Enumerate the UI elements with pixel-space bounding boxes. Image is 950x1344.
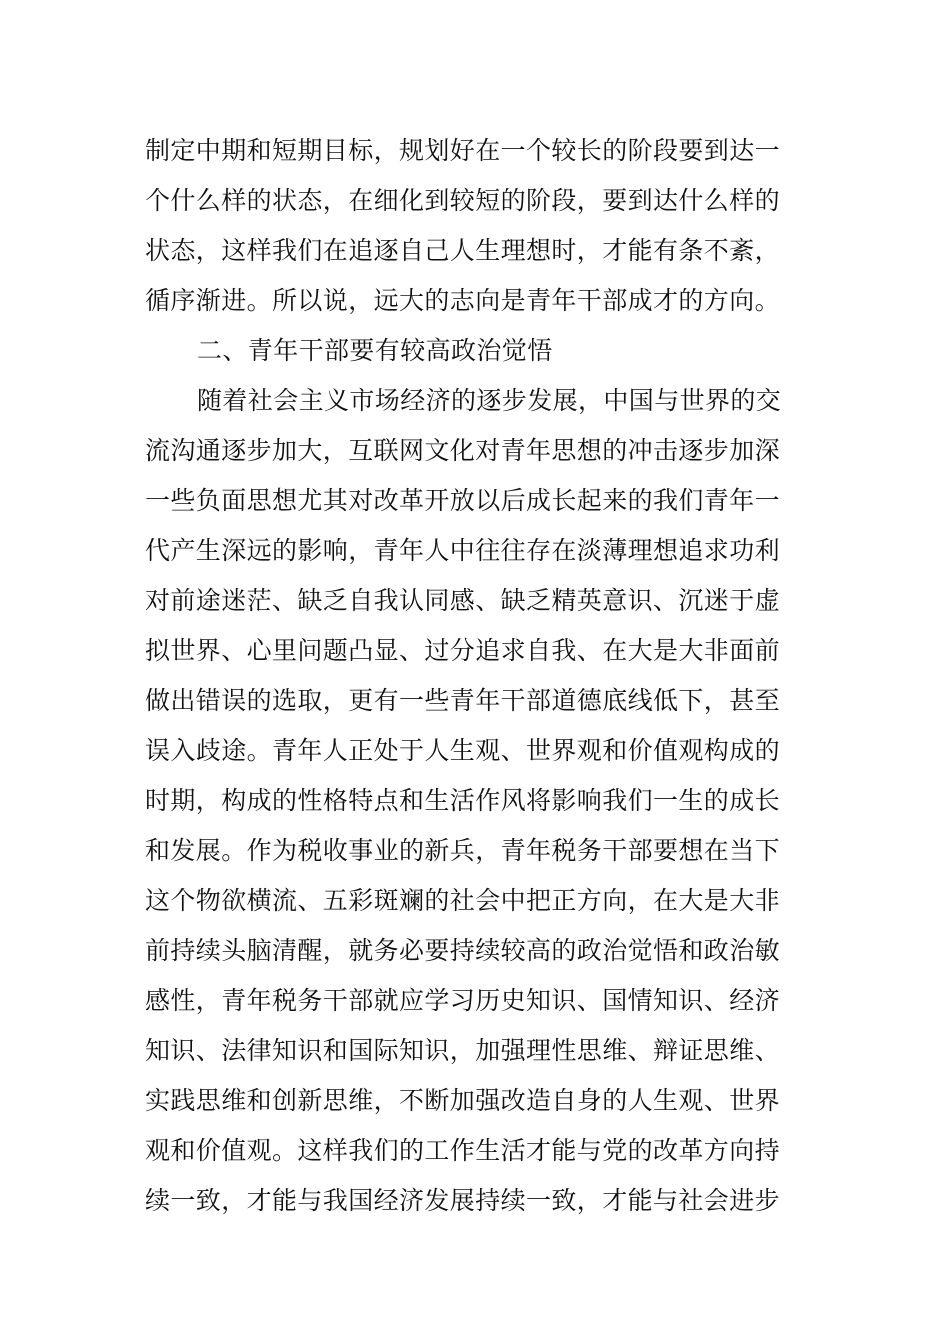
text-line: 观和价值观。这样我们的工作生活才能与党的改革方向持 bbox=[145, 1136, 781, 1165]
text-line: 实践思维和创新思维，不断加强改造自身的人生观、世界 bbox=[145, 1086, 781, 1115]
text-line: 和发展。作为税收事业的新兵，青年税务干部要想在当下 bbox=[145, 836, 781, 865]
text-line: 拟世界、心里问题凸显、过分追求自我、在大是大非面前 bbox=[145, 636, 781, 665]
text-line: 前持续头脑清醒，就务必要持续较高的政治觉悟和政治敏 bbox=[145, 936, 781, 965]
text-line: 状态，这样我们在追逐自己人生理想时，才能有条不紊， bbox=[145, 236, 781, 265]
text-line: 对前途迷茫、缺乏自我认同感、缺乏精英意识、沉迷于虚 bbox=[145, 586, 781, 615]
text-line: 误入歧途。青年人正处于人生观、世界观和价值观构成的 bbox=[145, 736, 781, 765]
document-body bbox=[145, 126, 810, 1226]
text-line: 制定中期和短期目标，规划好在一个较长的阶段要到达一 bbox=[145, 136, 781, 165]
text-line: 做出错误的选取，更有一些青年干部道德底线低下，甚至 bbox=[145, 686, 781, 715]
text-line: 知识、法律知识和国际知识，加强理性思维、辩证思维、 bbox=[145, 1036, 781, 1065]
text-line: 这个物欲横流、五彩斑斓的社会中把正方向，在大是大非 bbox=[145, 886, 781, 915]
text-line: 续一致，才能与我国经济发展持续一致，才能与社会进步 bbox=[145, 1186, 781, 1215]
text-line: 时期，构成的性格特点和生活作风将影响我们一生的成长 bbox=[145, 786, 781, 815]
text-line: 感性，青年税务干部就应学习历史知识、国情知识、经济 bbox=[145, 986, 781, 1015]
text-line: 一些负面思想尤其对改革开放以后成长起来的我们青年一 bbox=[145, 486, 781, 515]
text-line: 循序渐进。所以说，远大的志向是青年干部成才的方向。 bbox=[145, 286, 781, 315]
text-line: 流沟通逐步加大，互联网文化对青年思想的冲击逐步加深 bbox=[145, 436, 781, 465]
text-line: 代产生深远的影响，青年人中往往存在淡薄理想追求功利 bbox=[145, 536, 781, 565]
section-heading: 二、青年干部要有较高政治觉悟 bbox=[197, 336, 553, 365]
text-line: 随着社会主义市场经济的逐步发展，中国与世界的交 bbox=[197, 386, 782, 415]
text-line: 个什么样的状态，在细化到较短的阶段，要到达什么样的 bbox=[145, 186, 781, 215]
